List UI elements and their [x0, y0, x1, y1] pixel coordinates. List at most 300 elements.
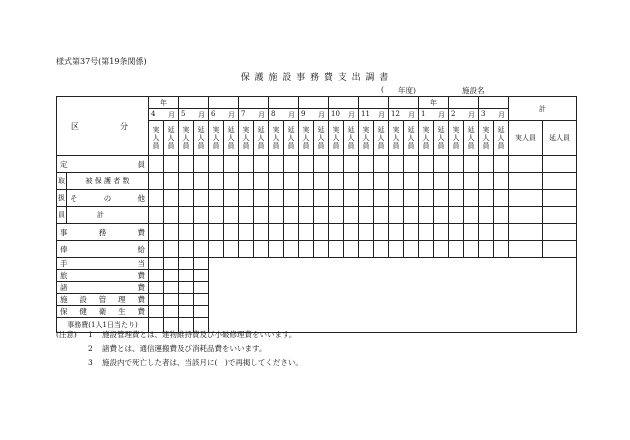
category-header-left: 区	[71, 121, 79, 131]
data-cell	[509, 207, 543, 224]
month-number: 6	[211, 109, 216, 118]
data-cell	[494, 190, 509, 207]
data-cell	[464, 156, 479, 173]
data-cell	[194, 156, 209, 173]
data-cell	[179, 156, 194, 173]
row-label: 保	[60, 307, 68, 316]
month-number: 2	[451, 109, 456, 118]
data-cell	[299, 207, 314, 224]
year-cell	[449, 97, 479, 109]
data-cell	[449, 156, 464, 173]
notes-section	[56, 328, 303, 370]
data-cell	[164, 190, 179, 207]
data-cell	[164, 270, 179, 282]
empty-area	[209, 258, 577, 333]
data-cell	[149, 241, 164, 258]
data-cell	[374, 224, 389, 241]
row-label: 管	[98, 295, 107, 304]
data-cell	[254, 207, 269, 224]
data-cell	[224, 224, 239, 241]
data-cell	[464, 224, 479, 241]
month-char: 月	[288, 110, 295, 119]
note-text: 諸費とは、通信運搬費及び消耗品費をいいます。	[102, 344, 267, 353]
data-cell	[164, 173, 179, 190]
data-cell	[164, 258, 179, 270]
data-cell	[239, 241, 254, 258]
data-cell	[269, 224, 284, 241]
data-cell	[543, 173, 577, 190]
data-cell	[149, 282, 164, 294]
sub-header: 延人員	[467, 126, 475, 150]
data-cell	[194, 258, 209, 270]
fiscal-year-label: 年度)	[398, 86, 416, 95]
data-cell	[329, 190, 344, 207]
data-cell	[149, 224, 164, 241]
row-label: 理	[118, 295, 126, 304]
data-cell	[194, 224, 209, 241]
data-cell	[464, 190, 479, 207]
year-cell	[239, 97, 269, 109]
data-cell	[344, 207, 359, 224]
month-header	[179, 109, 209, 121]
category-header-right: 分	[120, 121, 128, 131]
data-cell	[149, 190, 164, 207]
data-cell	[374, 241, 389, 258]
sub-header: 延人員	[197, 126, 205, 150]
sub-header-cell	[164, 121, 179, 156]
sub-header: 延人員	[227, 126, 235, 150]
year-cell	[299, 97, 329, 109]
month-number: 1	[421, 109, 426, 118]
data-cell	[299, 190, 314, 207]
data-cell	[179, 207, 194, 224]
data-cell	[344, 173, 359, 190]
data-cell	[509, 173, 543, 190]
data-cell	[389, 173, 404, 190]
data-cell	[209, 156, 224, 173]
notes-head: (注意)	[56, 330, 77, 339]
data-cell	[543, 224, 577, 241]
data-cell	[209, 173, 224, 190]
data-cell	[164, 294, 179, 306]
month-number: 11	[361, 109, 370, 118]
month-header	[389, 109, 419, 121]
data-cell	[239, 190, 254, 207]
data-cell	[269, 190, 284, 207]
year-cell	[179, 97, 209, 109]
row-label: 手	[60, 259, 68, 268]
side-char: 取	[57, 173, 67, 190]
sub-header: 延人員	[437, 126, 445, 150]
data-cell	[374, 207, 389, 224]
year-cell	[269, 97, 299, 109]
year-cell	[209, 97, 239, 109]
year-cell	[359, 97, 389, 109]
data-cell	[179, 270, 194, 282]
data-cell	[389, 190, 404, 207]
data-cell	[239, 173, 254, 190]
data-cell	[329, 207, 344, 224]
data-cell	[254, 241, 269, 258]
note-number: 3	[88, 358, 93, 367]
note-text: 施設管理費とは、建物維持費及び小破修理費をいいます。	[102, 330, 297, 339]
data-cell	[494, 241, 509, 258]
month-char: 月	[228, 110, 235, 119]
data-cell	[179, 282, 194, 294]
sub-header: 延人員	[317, 126, 325, 150]
data-cell	[374, 173, 389, 190]
row-teiin	[57, 156, 149, 173]
data-cell	[239, 224, 254, 241]
year-open-paren: (	[381, 85, 384, 94]
data-cell	[494, 224, 509, 241]
row-label: 当	[137, 259, 145, 268]
row-jimuhi	[57, 224, 149, 241]
data-cell	[194, 282, 209, 294]
data-cell	[164, 207, 179, 224]
data-cell	[344, 241, 359, 258]
data-cell	[404, 156, 419, 173]
note-number: 2	[88, 344, 93, 353]
sub-header: 延人員	[407, 126, 415, 150]
data-cell	[329, 173, 344, 190]
row-hoken	[57, 306, 149, 318]
row-houkyu	[57, 241, 149, 258]
month-number: 4	[151, 109, 156, 118]
data-cell	[284, 224, 299, 241]
data-cell	[314, 207, 329, 224]
data-cell	[404, 173, 419, 190]
data-cell	[479, 241, 494, 258]
data-cell	[494, 207, 509, 224]
data-cell	[419, 190, 434, 207]
data-cell	[419, 156, 434, 173]
row-sonota	[67, 190, 149, 207]
sub-header: 実人員	[452, 126, 460, 150]
data-cell	[494, 173, 509, 190]
data-cell	[479, 207, 494, 224]
data-cell	[284, 173, 299, 190]
data-cell	[419, 224, 434, 241]
data-cell	[543, 241, 577, 258]
month-header	[479, 109, 509, 121]
data-cell	[149, 270, 164, 282]
data-cell	[194, 207, 209, 224]
sub-header: 延人員	[377, 126, 385, 150]
data-cell	[209, 241, 224, 258]
sub-header-cell	[389, 121, 404, 156]
sub-header-cell	[374, 121, 389, 156]
data-cell	[149, 294, 164, 306]
sub-header-cell	[434, 121, 449, 156]
data-cell	[194, 270, 209, 282]
data-cell	[359, 241, 374, 258]
data-cell	[359, 156, 374, 173]
data-cell	[209, 224, 224, 241]
month-header	[419, 109, 449, 121]
data-cell	[179, 258, 194, 270]
sub-header-cell	[209, 121, 224, 156]
row-label: 諸	[60, 283, 68, 292]
row-teate	[57, 258, 149, 270]
data-cell	[314, 173, 329, 190]
month-number: 8	[271, 109, 276, 118]
row-label: 俸	[60, 244, 68, 254]
category-header	[57, 97, 149, 156]
month-header	[299, 109, 329, 121]
month-char: 月	[318, 110, 325, 119]
year-cell: 年	[419, 97, 449, 109]
data-cell	[164, 156, 179, 173]
sub-header: 実人員	[242, 126, 250, 150]
data-cell	[269, 241, 284, 258]
data-cell	[449, 207, 464, 224]
data-cell	[284, 241, 299, 258]
row-label: 費	[137, 283, 145, 292]
data-cell	[479, 156, 494, 173]
sub-header-cell	[239, 121, 254, 156]
row-label: そ	[70, 193, 78, 203]
year-cell	[479, 97, 509, 109]
data-cell	[479, 224, 494, 241]
expense-table	[56, 96, 577, 333]
row-label: 員	[137, 159, 145, 169]
month-char: 月	[348, 110, 355, 119]
row-label: 給	[137, 244, 145, 254]
month-header	[209, 109, 239, 121]
row-label: 衛	[98, 307, 107, 316]
sub-header-cell	[479, 121, 494, 156]
data-cell	[389, 241, 404, 258]
sub-header: 延人員	[347, 126, 355, 150]
data-cell	[299, 224, 314, 241]
data-cell	[269, 207, 284, 224]
month-header	[149, 109, 179, 121]
data-cell	[434, 156, 449, 173]
sub-header: 延人員	[257, 126, 265, 150]
data-cell	[149, 306, 164, 318]
sub-header: 実人員	[302, 126, 310, 150]
sub-header: 実人員	[152, 126, 160, 150]
data-cell	[434, 190, 449, 207]
data-cell	[194, 306, 209, 318]
row-shisetsu	[57, 294, 149, 306]
data-cell	[299, 241, 314, 258]
data-cell	[464, 207, 479, 224]
month-char: 月	[168, 110, 175, 119]
data-cell	[344, 190, 359, 207]
row-label: 他	[137, 193, 145, 203]
row-per-person: 事務費(1人1日当たり)	[57, 318, 149, 333]
sub-header-cell	[419, 121, 434, 156]
month-header	[269, 109, 299, 121]
data-cell	[434, 224, 449, 241]
data-cell	[449, 241, 464, 258]
data-cell	[449, 190, 464, 207]
data-cell	[269, 173, 284, 190]
data-cell	[224, 190, 239, 207]
document-title: 保 護 施 設 事 務 費 支 出 調 書	[240, 73, 390, 83]
month-char: 月	[438, 110, 445, 119]
sub-header-cell	[494, 121, 509, 156]
sub-header-cell	[449, 121, 464, 156]
data-cell	[314, 241, 329, 258]
data-cell	[299, 156, 314, 173]
year-cell: 年	[149, 97, 179, 109]
data-cell	[239, 207, 254, 224]
data-cell	[419, 241, 434, 258]
month-char: 月	[258, 110, 265, 119]
data-cell	[194, 173, 209, 190]
data-cell	[209, 207, 224, 224]
data-cell	[543, 156, 577, 173]
data-cell	[464, 173, 479, 190]
data-cell	[359, 207, 374, 224]
data-cell	[543, 207, 577, 224]
form-number: 様式第37号(第19条関係)	[56, 57, 147, 66]
row-shohi	[57, 282, 149, 294]
data-cell	[164, 306, 179, 318]
row-label: 務	[98, 227, 107, 237]
data-cell	[179, 241, 194, 258]
data-cell	[359, 190, 374, 207]
data-cell	[224, 241, 239, 258]
month-char: 月	[468, 110, 475, 119]
data-cell	[239, 156, 254, 173]
sub-header-cell	[149, 121, 164, 156]
data-cell	[224, 173, 239, 190]
data-cell	[449, 224, 464, 241]
sub-header-cell	[464, 121, 479, 156]
data-cell	[254, 156, 269, 173]
month-number: 3	[481, 109, 486, 118]
data-cell	[179, 190, 194, 207]
row-label: 定	[60, 159, 68, 169]
data-cell	[494, 156, 509, 173]
data-cell	[164, 282, 179, 294]
month-char: 月	[198, 110, 205, 119]
data-cell	[194, 294, 209, 306]
month-char: 月	[408, 110, 415, 119]
data-cell	[404, 207, 419, 224]
data-cell	[374, 190, 389, 207]
data-cell	[434, 241, 449, 258]
data-cell	[149, 258, 164, 270]
data-cell	[359, 224, 374, 241]
month-number: 5	[181, 109, 186, 118]
data-cell	[254, 224, 269, 241]
sub-header: 実人員	[392, 126, 400, 150]
data-cell	[314, 224, 329, 241]
data-cell	[209, 190, 224, 207]
sub-header: 延人員	[167, 126, 175, 150]
data-cell	[344, 224, 359, 241]
note-text: 施設内で死亡した者は、当該月に( )で再掲してください。	[102, 358, 303, 367]
data-cell	[509, 241, 543, 258]
data-cell	[329, 156, 344, 173]
row-ryohi	[57, 270, 149, 282]
data-cell	[434, 207, 449, 224]
row-label: 費	[137, 271, 145, 280]
total-sub-header: 実人員	[509, 121, 543, 156]
data-cell	[389, 207, 404, 224]
row-label: 費	[137, 227, 145, 237]
row-label: の	[103, 193, 112, 203]
sub-header: 実人員	[482, 126, 490, 150]
row-label: 費	[137, 295, 145, 304]
data-cell	[419, 207, 434, 224]
data-cell	[509, 156, 543, 173]
sub-header-cell	[269, 121, 284, 156]
data-cell	[389, 156, 404, 173]
sub-header-cell	[329, 121, 344, 156]
month-header	[239, 109, 269, 121]
data-cell	[404, 190, 419, 207]
sub-header-cell	[254, 121, 269, 156]
sub-header-cell	[224, 121, 239, 156]
year-cell	[329, 97, 359, 109]
data-cell	[543, 190, 577, 207]
month-header	[329, 109, 359, 121]
sub-header-cell	[359, 121, 374, 156]
row-kei	[67, 207, 149, 224]
data-cell	[299, 173, 314, 190]
data-cell	[284, 190, 299, 207]
side-char: 員	[57, 207, 67, 224]
data-cell	[149, 173, 164, 190]
month-char: 月	[378, 110, 385, 119]
data-cell	[314, 156, 329, 173]
month-number: 9	[301, 109, 306, 118]
data-cell	[194, 241, 209, 258]
month-char: 月	[498, 110, 505, 119]
data-cell	[149, 156, 164, 173]
row-label: 旅	[60, 271, 68, 280]
row-hihogo: 被 保 護 者 数	[67, 173, 149, 190]
data-cell	[269, 156, 284, 173]
row-label: 設	[79, 295, 87, 304]
sub-header: 実人員	[212, 126, 220, 150]
data-cell	[389, 224, 404, 241]
data-cell	[404, 241, 419, 258]
month-header	[359, 109, 389, 121]
data-cell	[329, 241, 344, 258]
facility-name-label: 施設名	[462, 86, 485, 95]
month-number: 10	[331, 109, 340, 118]
row-label: 健	[79, 307, 87, 316]
sub-header: 実人員	[272, 126, 280, 150]
data-cell	[509, 190, 543, 207]
data-cell	[284, 207, 299, 224]
sub-header-cell	[299, 121, 314, 156]
data-cell	[254, 173, 269, 190]
data-cell	[479, 173, 494, 190]
sub-header: 延人員	[287, 126, 295, 150]
data-cell	[464, 241, 479, 258]
data-cell	[434, 173, 449, 190]
data-cell	[179, 306, 194, 318]
data-cell	[149, 207, 164, 224]
row-label: 生	[118, 307, 126, 316]
year-cell	[389, 97, 419, 109]
sub-header-cell	[179, 121, 194, 156]
note-number: 1	[88, 330, 93, 339]
sub-header-cell	[194, 121, 209, 156]
data-cell	[254, 190, 269, 207]
total-header: 計	[509, 97, 577, 121]
data-cell	[284, 156, 299, 173]
row-label: 施	[60, 295, 68, 304]
